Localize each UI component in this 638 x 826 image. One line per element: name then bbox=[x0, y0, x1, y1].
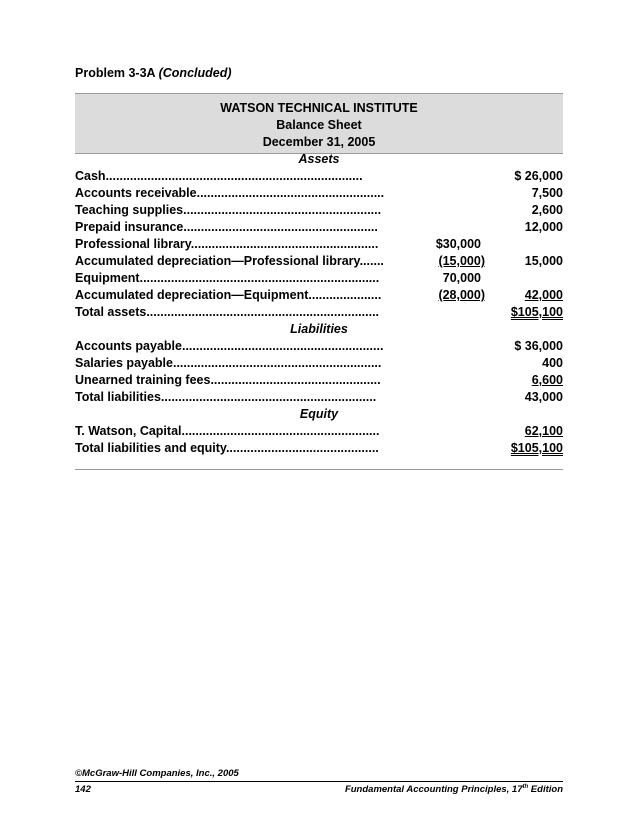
row-amount: 2,600 bbox=[531, 203, 563, 217]
row-label: Teaching supplies bbox=[75, 203, 184, 217]
statement-date: December 31, 2005 bbox=[262, 135, 376, 149]
copyright-notice: ©McGraw-Hill Companies, Inc., 2005 bbox=[75, 768, 239, 779]
leader-dots: ........................................................ bbox=[183, 220, 378, 234]
row-amount: 15,000 bbox=[524, 254, 563, 268]
balance-row-professional-library bbox=[75, 237, 565, 254]
balance-row-accounts-receivable bbox=[75, 186, 565, 203]
balance-row-cash bbox=[75, 169, 565, 186]
row-subamount: (15,000) bbox=[438, 254, 485, 268]
row-subamount: (28,000) bbox=[438, 288, 485, 302]
row-label: Professional library bbox=[75, 237, 191, 251]
row-amount: 43,000 bbox=[524, 390, 563, 404]
leader-dots: ......................................................... bbox=[183, 203, 382, 217]
problem-qualifier: (Concluded) bbox=[158, 66, 232, 80]
balance-row-equipment bbox=[75, 271, 565, 288]
book-title bbox=[345, 784, 563, 795]
row-amount: 400 bbox=[542, 356, 563, 370]
balance-row-accounts-payable bbox=[75, 339, 565, 356]
row-label: Accumulated depreciation—Professional library bbox=[75, 254, 360, 268]
balance-row-unearned-fees bbox=[75, 373, 565, 390]
row-subamount: 70,000 bbox=[442, 271, 481, 285]
row-amount: $105,100 bbox=[510, 441, 563, 455]
leader-dots: ............................................................ bbox=[172, 356, 382, 370]
row-label: Total liabilities bbox=[75, 390, 161, 404]
row-label: Accounts payable bbox=[75, 339, 182, 353]
leader-dots: ...................................................... bbox=[190, 237, 379, 251]
balance-row-total-liabilities bbox=[75, 390, 565, 407]
row-label: Total liabilities and equity bbox=[75, 441, 226, 455]
row-amount: 7,500 bbox=[531, 186, 563, 200]
book-title-text: Fundamental Accounting Principles, 17 bbox=[344, 784, 523, 796]
row-label: Accounts receivable bbox=[75, 186, 197, 200]
problem-number: Problem 3-3A bbox=[75, 66, 156, 80]
problem-title bbox=[75, 66, 232, 80]
bottom-rule bbox=[75, 469, 563, 470]
balance-row-salaries-payable bbox=[75, 356, 565, 373]
leader-dots: ................................................................... bbox=[146, 305, 380, 319]
row-amount: $ 36,000 bbox=[514, 339, 563, 353]
row-amount: 42,000 bbox=[524, 288, 563, 302]
footer-rule bbox=[75, 781, 563, 782]
liabilities-heading: Liabilities bbox=[290, 322, 348, 336]
row-amount: 62,100 bbox=[524, 424, 563, 438]
leader-dots: ....... bbox=[359, 254, 384, 268]
leader-dots: ............................................ bbox=[225, 441, 379, 455]
row-label: T. Watson, Capital bbox=[75, 424, 182, 438]
statement-name: Balance Sheet bbox=[276, 118, 362, 132]
page-number: 142 bbox=[75, 784, 91, 795]
balance-row-teaching-supplies bbox=[75, 203, 565, 220]
row-label: Total assets bbox=[75, 305, 147, 319]
balance-row-total-liab-equity bbox=[75, 441, 565, 458]
balance-row-accum-dep-equipment bbox=[75, 288, 565, 305]
equity-heading: Equity bbox=[299, 407, 339, 421]
balance-row-capital bbox=[75, 424, 565, 441]
leader-dots: .............................................................. bbox=[160, 390, 377, 404]
balance-row-prepaid-insurance bbox=[75, 220, 565, 237]
row-label: Equipment bbox=[75, 271, 140, 285]
row-label: Prepaid insurance bbox=[75, 220, 184, 234]
balance-row-accum-dep-library bbox=[75, 254, 565, 271]
row-label: Cash bbox=[75, 169, 106, 183]
row-amount: $ 26,000 bbox=[514, 169, 563, 183]
leader-dots: .......................................................... bbox=[181, 339, 384, 353]
assets-heading: Assets bbox=[298, 152, 340, 166]
book-title-suffix: Edition bbox=[528, 784, 563, 796]
row-label: Unearned training fees bbox=[75, 373, 211, 387]
leader-dots: .......................................................................... bbox=[105, 169, 363, 183]
row-label: Accumulated depreciation—Equipment bbox=[75, 288, 309, 302]
leader-dots: ................................................. bbox=[210, 373, 381, 387]
leader-dots: ..................................................................... bbox=[139, 271, 380, 285]
leader-dots: ..................... bbox=[308, 288, 382, 302]
row-amount: 6,600 bbox=[531, 373, 563, 387]
row-amount: 12,000 bbox=[524, 220, 563, 234]
leader-dots: ...................................................... bbox=[196, 186, 385, 200]
leader-dots: ......................................................... bbox=[181, 424, 380, 438]
row-subamount: $30,000 bbox=[435, 237, 481, 251]
balance-row-total-assets bbox=[75, 305, 565, 322]
edition-superscript: th bbox=[522, 784, 529, 790]
row-label: Salaries payable bbox=[75, 356, 173, 370]
company-name: WATSON TECHNICAL INSTITUTE bbox=[220, 101, 418, 115]
row-amount: $105,100 bbox=[510, 305, 563, 319]
